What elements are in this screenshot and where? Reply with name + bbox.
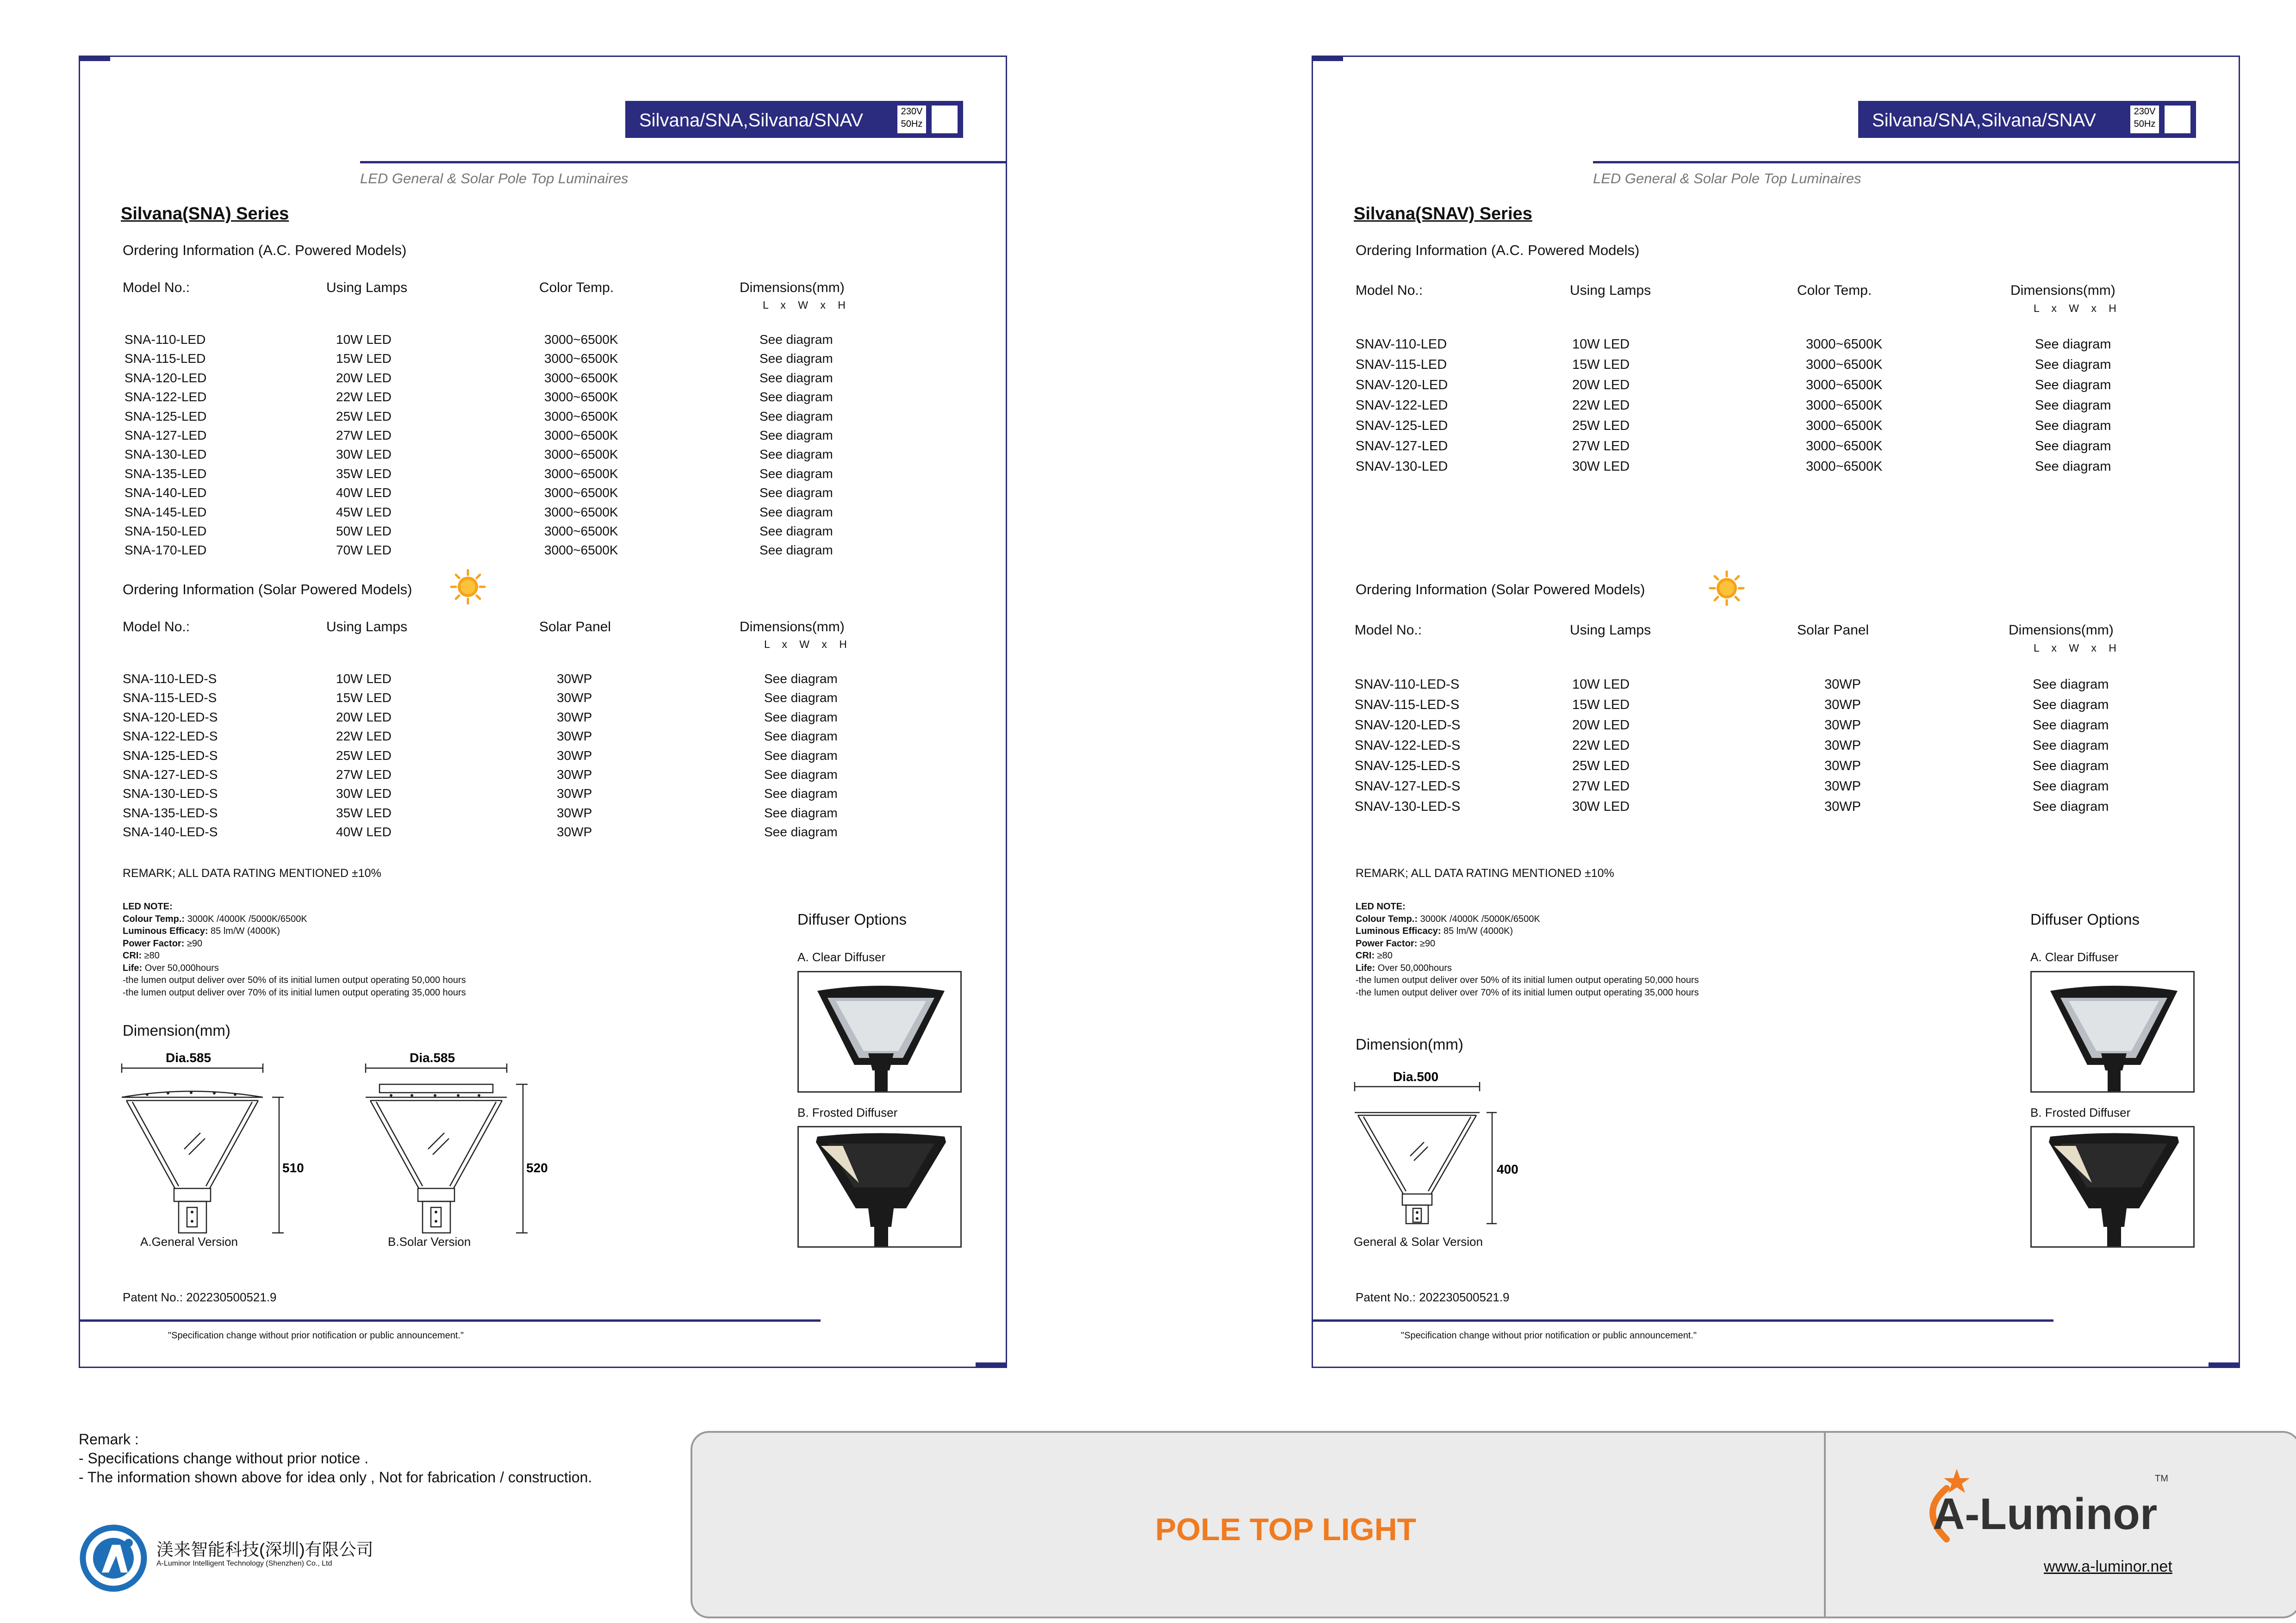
table-cell: SNA-122-LED: [124, 390, 207, 404]
table-cell: SNA-115-LED: [124, 351, 206, 366]
table-cell: SNAV-110-LED-S: [1355, 677, 1460, 692]
table-cell: 3000~6500K: [544, 351, 618, 366]
col-dimensions: Dimensions(mm): [740, 280, 845, 295]
table-cell: 30W LED: [1572, 459, 1630, 474]
table-cell: 15W LED: [1572, 357, 1630, 372]
table-cell: 27W LED: [336, 428, 392, 442]
series-badge: [625, 101, 963, 138]
table-cell: SNA-115-LED-S: [123, 690, 217, 705]
dim-a-dia: Dia.585: [166, 1051, 212, 1065]
table-cell: See diagram: [764, 729, 838, 744]
table-cell: 30WP: [1824, 779, 1861, 794]
table-cell: See diagram: [764, 672, 838, 686]
table-cell: SNAV-122-LED: [1356, 398, 1448, 413]
col-color-temp: Color Temp.: [539, 280, 614, 295]
table-cell: 3000~6500K: [544, 447, 618, 462]
brand-logo-icon: [1914, 1461, 2173, 1553]
table-cell: 15W LED: [336, 351, 392, 366]
table-cell: 22W LED: [336, 729, 392, 744]
table-cell: 10W LED: [336, 332, 392, 347]
table-cell: 3000~6500K: [1806, 398, 1883, 413]
table-cell: 30W LED: [336, 786, 392, 801]
table-cell: 3000~6500K: [1806, 357, 1883, 372]
lamp-clear-diffuser-icon: [2032, 972, 2195, 1093]
version-label-solar: B.Solar Version: [388, 1235, 471, 1249]
table-cell: See diagram: [764, 767, 838, 782]
table-cell: SNAV-110-LED: [1356, 337, 1447, 352]
table-cell: 15W LED: [1572, 697, 1630, 712]
table-cell: SNA-127-LED: [124, 428, 207, 442]
table-cell: See diagram: [759, 351, 833, 366]
diffuser-a-image: [797, 971, 962, 1093]
col-solar-panel: Solar Panel: [539, 619, 611, 634]
series-title: Silvana(SNAV) Series: [1354, 204, 1532, 224]
sun-icon: [1708, 570, 1745, 607]
table-cell: 25W LED: [1572, 759, 1630, 773]
diffuser-a-image: [2030, 971, 2195, 1093]
website-link[interactable]: www.a-luminor.net: [2044, 1558, 2172, 1575]
table-cell: SNA-140-LED-S: [123, 825, 218, 839]
dimension-drawing-general-solar: [1352, 1068, 1519, 1281]
table-cell: See diagram: [759, 428, 833, 442]
diffuser-b-label: B. Frosted Diffuser: [2030, 1106, 2131, 1119]
table-cell: 25W LED: [336, 409, 392, 423]
table-cell: 30WP: [1824, 677, 1861, 692]
table-cell: 3000~6500K: [544, 543, 618, 558]
table-cell: See diagram: [759, 409, 833, 423]
table-cell: 10W LED: [336, 672, 392, 686]
table-cell: See diagram: [764, 805, 838, 820]
table-cell: SNA-150-LED: [124, 524, 207, 538]
table-cell: SNA-110-LED-S: [123, 672, 217, 686]
table-cell: 30WP: [1824, 718, 1861, 733]
table-cell: 20W LED: [1572, 378, 1630, 392]
table-cell: 40W LED: [336, 825, 392, 839]
tagline: LED General & Solar Pole Top Luminaires: [360, 170, 628, 187]
version-label-general: A.General Version: [140, 1235, 238, 1249]
footer-rule: [80, 1319, 821, 1322]
patent-number: Patent No.: 202230500521.9: [123, 1290, 277, 1304]
diffuser-b-image: [797, 1126, 962, 1248]
table-cell: 3000~6500K: [544, 409, 618, 423]
table-cell: 27W LED: [336, 767, 392, 782]
table-cell: SNA-130-LED-S: [123, 786, 218, 801]
table-cell: 3000~6500K: [1806, 459, 1883, 474]
table-cell: 35W LED: [336, 466, 392, 481]
diffuser-title: Diffuser Options: [797, 911, 907, 928]
corner-accent: [79, 56, 110, 61]
table-cell: SNAV-115-LED-S: [1355, 697, 1460, 712]
table-cell: SNA-145-LED: [124, 504, 207, 519]
table-cell: 15W LED: [336, 690, 392, 705]
table-cell: See diagram: [2035, 337, 2111, 352]
table-cell: 50W LED: [336, 524, 392, 538]
lamp-frosted-diffuser-icon: [799, 1127, 962, 1248]
table-cell: See diagram: [764, 748, 838, 763]
sun-icon: [449, 568, 486, 605]
col-dim-sub: L x W x H: [764, 638, 852, 650]
led-notes: LED NOTE: Colour Temp.: 3000K /4000K /5000K/6500K Luminous Efficacy: 85 lm/W (4000K) Power Factor: ≥90 CRI: ≥80 Life: Over 50,000hours -the lumen output deliver over 50% of its initial lumen output operating 50,000 hours -the lumen output deliver over 70% of its initial lumen output operating 35,000 hours: [123, 902, 466, 998]
general-remark: [79, 1430, 592, 1487]
spec-sheet-snav: [1312, 56, 2240, 1368]
frequency-value: 50Hz: [2134, 119, 2156, 129]
table-cell: 30WP: [1824, 759, 1861, 773]
table-cell: 3000~6500K: [544, 390, 618, 404]
drawing-title-block: [691, 1431, 2296, 1618]
footer-note: "Specification change without prior notification or public announcement.": [1401, 1331, 1697, 1341]
voltage-box: [2129, 105, 2160, 134]
table-cell: 22W LED: [336, 390, 392, 404]
col-dim-sub: L x W x H: [2034, 642, 2121, 654]
diffuser-a-label: A. Clear Diffuser: [2030, 950, 2119, 964]
table-cell: SNA-130-LED: [124, 447, 207, 462]
table-cell: See diagram: [2035, 398, 2111, 413]
table-cell: SNA-110-LED: [124, 332, 206, 347]
ac-section-title: Ordering Information (A.C. Powered Models): [123, 242, 407, 258]
dimension-title: Dimension(mm): [123, 1022, 230, 1039]
table-cell: See diagram: [759, 524, 833, 538]
col-dimensions: Dimensions(mm): [740, 619, 845, 634]
corner-accent: [1312, 56, 1343, 61]
table-cell: SNAV-130-LED: [1356, 459, 1448, 474]
tagline: LED General & Solar Pole Top Luminaires: [1593, 170, 1861, 187]
col-lamps: Using Lamps: [326, 280, 408, 295]
dimension-title: Dimension(mm): [1356, 1036, 1463, 1053]
table-cell: 25W LED: [1572, 418, 1630, 433]
table-cell: SNA-135-LED-S: [123, 805, 218, 820]
company-name-cn: 渼来智能科技(深圳)有限公司: [156, 1540, 373, 1559]
table-cell: SNAV-127-LED: [1356, 439, 1448, 454]
table-cell: See diagram: [759, 390, 833, 404]
remark-line: - Specifications change without prior notice .: [79, 1450, 369, 1467]
remark-rating: REMARK; ALL DATA RATING MENTIONED ±10%: [1356, 867, 1614, 880]
lamp-clear-diffuser-icon: [799, 972, 962, 1093]
table-cell: 27W LED: [1572, 779, 1630, 794]
remark-rating: REMARK; ALL DATA RATING MENTIONED ±10%: [123, 867, 381, 880]
series-title: Silvana(SNA) Series: [121, 204, 289, 224]
table-cell: SNA-120-LED: [124, 370, 207, 385]
table-cell: SNAV-120-LED: [1356, 378, 1448, 392]
voltage-value: 230V: [2134, 106, 2156, 117]
table-cell: See diagram: [2033, 718, 2109, 733]
table-cell: 3000~6500K: [544, 428, 618, 442]
drawing-title: POLE TOP LIGHT: [1155, 1512, 1417, 1547]
table-cell: See diagram: [2035, 418, 2111, 433]
dim-a-height: 400: [1497, 1162, 1518, 1176]
table-cell: See diagram: [2033, 799, 2109, 814]
solar-section-title: Ordering Information (Solar Powered Models): [1356, 581, 1645, 597]
table-cell: 3000~6500K: [1806, 418, 1883, 433]
table-cell: SNA-170-LED: [124, 543, 207, 558]
table-cell: 20W LED: [336, 709, 392, 724]
table-cell: 30WP: [1824, 799, 1861, 814]
dim-a-dia: Dia.500: [1393, 1070, 1439, 1084]
table-cell: 3000~6500K: [544, 504, 618, 519]
title-block-divider: [1824, 1433, 1826, 1617]
table-cell: 22W LED: [1572, 398, 1630, 413]
solar-section-title: Ordering Information (Solar Powered Models): [123, 581, 412, 597]
table-cell: 3000~6500K: [1806, 439, 1883, 454]
table-cell: SNA-125-LED-S: [123, 748, 218, 763]
table-cell: See diagram: [2035, 459, 2111, 474]
table-cell: 3000~6500K: [544, 370, 618, 385]
dim-a-height: 510: [282, 1161, 304, 1175]
table-cell: SNAV-125-LED-S: [1355, 759, 1461, 773]
col-model: Model No.:: [123, 280, 190, 295]
table-cell: 70W LED: [336, 543, 392, 558]
col-lamps: Using Lamps: [1570, 283, 1651, 298]
table-cell: 27W LED: [1572, 439, 1630, 454]
blank-box: [2164, 105, 2191, 134]
table-cell: SNAV-122-LED-S: [1355, 738, 1461, 753]
table-cell: 30WP: [1824, 697, 1861, 712]
footer-note: "Specification change without prior notification or public announcement.": [168, 1331, 464, 1341]
remark-title: Remark :: [79, 1431, 139, 1448]
table-cell: See diagram: [2035, 357, 2111, 372]
table-cell: SNAV-125-LED: [1356, 418, 1448, 433]
table-cell: 30WP: [1824, 738, 1861, 753]
table-cell: See diagram: [764, 709, 838, 724]
table-cell: 10W LED: [1572, 337, 1630, 352]
table-cell: See diagram: [2033, 759, 2109, 773]
table-cell: 22W LED: [1572, 738, 1630, 753]
col-model: Model No.:: [1355, 622, 1422, 638]
diffuser-a-label: A. Clear Diffuser: [797, 950, 886, 964]
table-cell: 3000~6500K: [1806, 337, 1883, 352]
table-cell: See diagram: [764, 825, 838, 839]
header-rule: [1593, 161, 2239, 163]
diffuser-title: Diffuser Options: [2030, 911, 2140, 928]
table-cell: 20W LED: [1572, 718, 1630, 733]
table-cell: 20W LED: [336, 370, 392, 385]
col-color-temp: Color Temp.: [1797, 283, 1872, 298]
table-cell: See diagram: [759, 466, 833, 481]
diffuser-b-label: B. Frosted Diffuser: [797, 1106, 898, 1119]
corner-accent: [976, 1362, 1007, 1368]
badge-title: Silvana/SNA,Silvana/SNAV: [1872, 110, 2096, 131]
col-lamps: Using Lamps: [1570, 622, 1651, 638]
table-cell: See diagram: [2033, 677, 2109, 692]
company-logo-icon: [78, 1523, 149, 1594]
table-cell: 30W LED: [336, 447, 392, 462]
company-name-en: A-Luminor Intelligent Technology (Shenzhen) Co., Ltd: [156, 1560, 332, 1567]
col-dim-sub: L x W x H: [763, 299, 850, 311]
led-note-title: LED NOTE:: [123, 902, 173, 912]
table-cell: 3000~6500K: [544, 332, 618, 347]
table-cell: See diagram: [2035, 439, 2111, 454]
table-cell: See diagram: [759, 447, 833, 462]
table-cell: See diagram: [759, 543, 833, 558]
table-cell: 45W LED: [336, 504, 392, 519]
table-cell: 35W LED: [336, 805, 392, 820]
dim-b-height: 520: [526, 1161, 548, 1175]
table-cell: See diagram: [759, 485, 833, 500]
table-cell: 40W LED: [336, 485, 392, 500]
remark-line: - The information shown above for idea only , Not for fabrication / construction.: [79, 1469, 592, 1486]
table-cell: SNA-120-LED-S: [123, 709, 218, 724]
header-rule: [360, 161, 1006, 163]
table-cell: 30WP: [557, 825, 592, 839]
table-cell: 30W LED: [1572, 799, 1630, 814]
table-cell: SNA-122-LED-S: [123, 729, 218, 744]
voltage-value: 230V: [901, 106, 923, 117]
spec-sheet-sna: [79, 56, 1007, 1368]
col-solar-panel: Solar Panel: [1797, 622, 1869, 638]
table-cell: 30WP: [557, 805, 592, 820]
brand-tm: TM: [2155, 1474, 2168, 1484]
blank-box: [931, 105, 958, 134]
col-model: Model No.:: [1356, 283, 1423, 298]
led-notes: LED NOTE: Colour Temp.: 3000K /4000K /5000K/6500K Luminous Efficacy: 85 lm/W (4000K) Power Factor: ≥90 CRI: ≥80 Life: Over 50,000hours -the lumen output deliver over 50% of its initial lumen output operating 50,000 hours -the lumen output deliver over 70% of its initial lumen output operating 35,000 hours: [1356, 902, 1699, 998]
table-cell: SNA-127-LED-S: [123, 767, 218, 782]
table-cell: SNA-125-LED: [124, 409, 207, 423]
table-cell: 3000~6500K: [1806, 378, 1883, 392]
dim-b-dia: Dia.585: [410, 1051, 455, 1065]
led-note-title: LED NOTE:: [1356, 902, 1406, 912]
col-dim-sub: L x W x H: [2034, 302, 2121, 314]
table-cell: See diagram: [2033, 779, 2109, 794]
table-cell: 3000~6500K: [544, 485, 618, 500]
table-cell: 3000~6500K: [544, 466, 618, 481]
table-cell: See diagram: [759, 332, 833, 347]
table-cell: 30WP: [557, 672, 592, 686]
col-lamps: Using Lamps: [326, 619, 408, 634]
table-cell: SNA-135-LED: [124, 466, 207, 481]
table-cell: 30WP: [557, 729, 592, 744]
table-cell: See diagram: [2033, 738, 2109, 753]
col-model: Model No.:: [123, 619, 190, 634]
lamp-frosted-diffuser-icon: [2032, 1127, 2195, 1248]
table-cell: See diagram: [764, 786, 838, 801]
ac-section-title: Ordering Information (A.C. Powered Models): [1356, 242, 1640, 258]
table-cell: See diagram: [759, 370, 833, 385]
table-cell: 30WP: [557, 786, 592, 801]
table-cell: SNAV-127-LED-S: [1355, 779, 1461, 794]
badge-title: Silvana/SNA,Silvana/SNAV: [639, 110, 863, 131]
voltage-box: [896, 105, 927, 134]
series-badge: [1858, 101, 2196, 138]
table-cell: 30WP: [557, 767, 592, 782]
corner-accent: [2209, 1362, 2240, 1368]
footer-rule: [1313, 1319, 2053, 1322]
table-cell: SNAV-120-LED-S: [1355, 718, 1461, 733]
frequency-value: 50Hz: [901, 119, 923, 129]
table-cell: SNAV-130-LED-S: [1355, 799, 1461, 814]
table-cell: 10W LED: [1572, 677, 1630, 692]
table-cell: See diagram: [759, 504, 833, 519]
col-dimensions: Dimensions(mm): [2009, 622, 2114, 638]
table-cell: 25W LED: [336, 748, 392, 763]
table-cell: See diagram: [2033, 697, 2109, 712]
table-cell: See diagram: [764, 690, 838, 705]
table-cell: 3000~6500K: [544, 524, 618, 538]
col-dimensions: Dimensions(mm): [2010, 283, 2116, 298]
table-cell: See diagram: [2035, 378, 2111, 392]
table-cell: SNAV-115-LED: [1356, 357, 1447, 372]
version-label-general-solar: General & Solar Version: [1354, 1235, 1483, 1249]
table-cell: 30WP: [557, 748, 592, 763]
table-cell: SNA-140-LED: [124, 485, 207, 500]
brand-name: A-Luminor: [1933, 1489, 2158, 1539]
patent-number: Patent No.: 202230500521.9: [1356, 1290, 1510, 1304]
diffuser-b-image: [2030, 1126, 2195, 1248]
table-cell: 30WP: [557, 709, 592, 724]
table-cell: 30WP: [557, 690, 592, 705]
